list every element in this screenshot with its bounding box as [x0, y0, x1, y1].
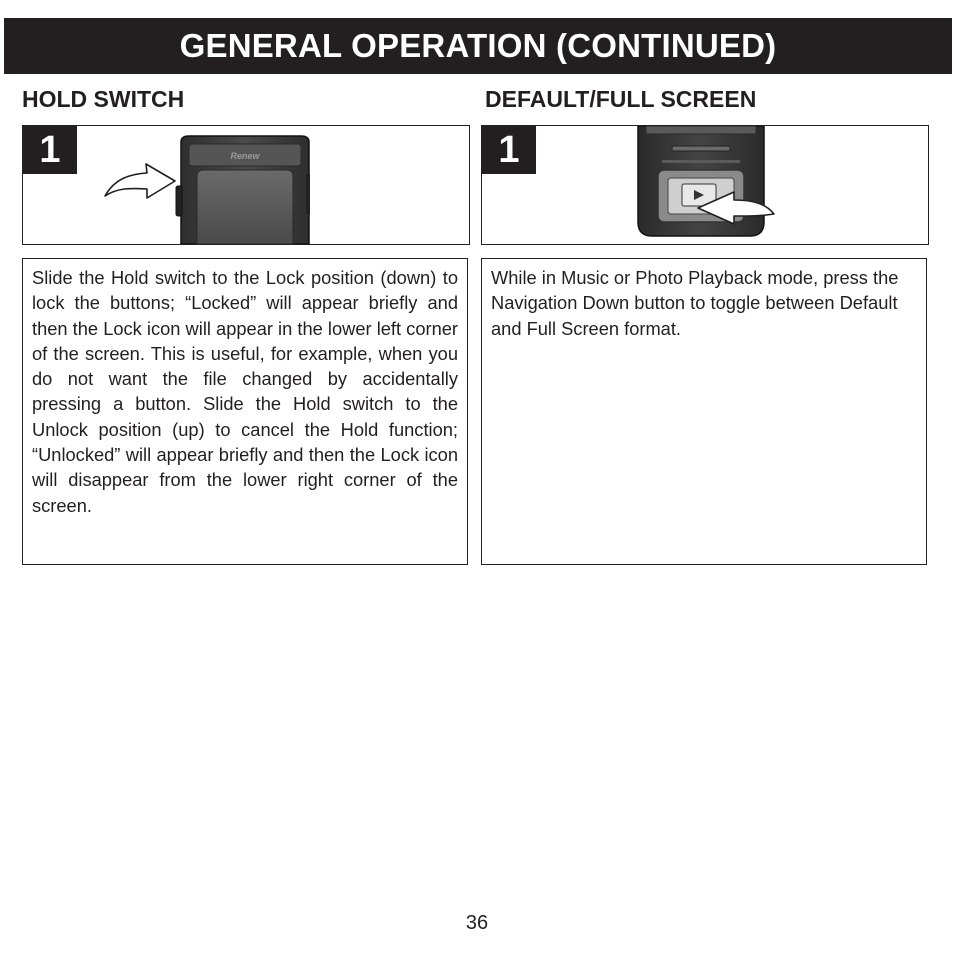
step-number-badge: 1 [482, 126, 536, 174]
default-full-screen-illustration [482, 126, 928, 244]
hold-switch-heading: HOLD SWITCH [22, 86, 185, 112]
page-number: 36 [465, 912, 489, 934]
right-arrow-icon [105, 164, 175, 198]
player-screen [197, 170, 293, 244]
hold-switch-description-box [22, 258, 468, 565]
page-title: GENERAL OPERATION (CONTINUED) [179, 27, 777, 64]
default-full-screen-illustration-box [481, 125, 929, 245]
hold-switch-description: Slide the Hold switch to the Lock position (down) to lock the buttons; “Locked” will appear briefly and then the Lock icon will appear in the lower left corner of the screen. This is useful, for example, when you do not want the file changed by accidentally pressing a button. Slide the Hold switch to the Unlock position (up) to cancel the Hold function; “Unlocked” will appear briefly and then the Lock icon will disappear from the lower right corner of the screen. [32, 267, 458, 516]
hold-switch-illustration-box [22, 125, 470, 245]
default-full-screen-description: While in Music or Photo Playback mode, press the Navigation Down button to toggle between Default and Full Screen format. [491, 267, 899, 339]
default-full-screen-heading: DEFAULT/FULL SCREEN [485, 86, 757, 112]
page-header-banner [4, 18, 952, 74]
hold-switch [176, 186, 182, 216]
hold-switch-illustration [23, 126, 469, 244]
step-number-badge: 1 [23, 126, 77, 174]
default-full-screen-description-box [481, 258, 927, 565]
brand-logo: Renew [230, 151, 260, 161]
